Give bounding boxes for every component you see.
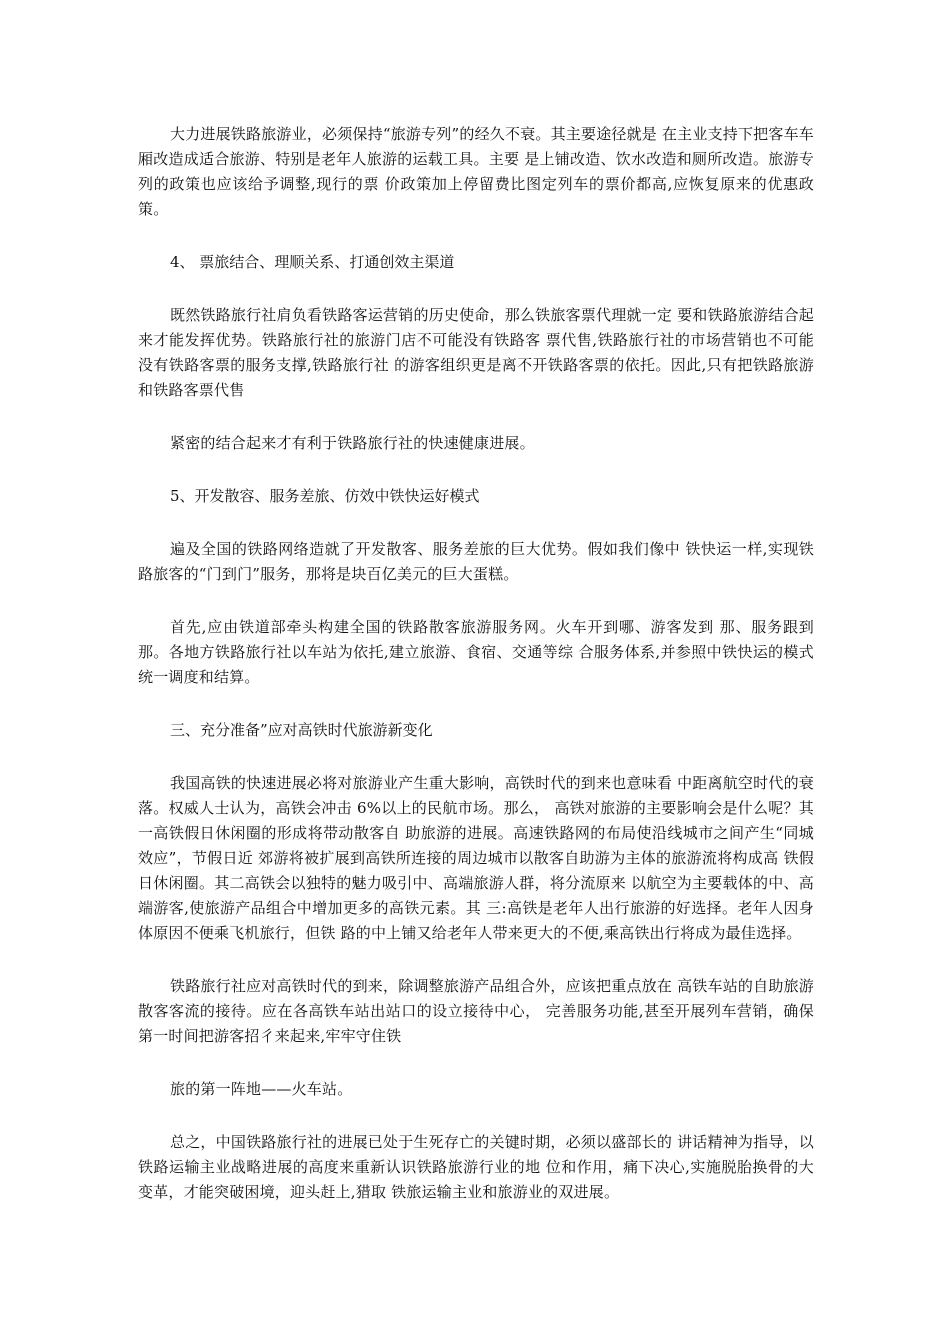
section-heading-4: 4、 票旅结合、理顺关系、打通创效主渠道 (170, 253, 455, 271)
document-body (138, 122, 814, 1205)
paragraph-network-advantage: 遍及全国的铁路网络造就了开发散客、服务差旅的巨大优势。假如我们像中 铁快运一样,实现铁路旅客的“门到门”服务，那将是块百亿美元的巨大蛋糕。 (138, 540, 814, 583)
paragraph-service-network: 首先,应由铁道部牵头构建全国的铁路散客旅游服务网。火车开到哪、游客发到 那、服务跟到那。各地方铁路旅行社以车站为依托,建立旅游、食宿、交通等综 合服务体系,并参照中铁快运的模式统一调度和结算。 (138, 618, 814, 686)
paragraph-ticket-tourism: 既然铁路旅行社肩负看铁路客运营销的历史使命，那么铁旅客票代理就一定 要和铁路旅游结合起来才能发挥优势。铁路旅行社的旅游门店不可能没有铁路客 票代售,铁路旅行社的市场营销也不可能没有铁路客票的服务支撑,铁路旅行社 的游客组织更是离不开铁路客票的依托。因此,只有把铁路旅游和铁路客票代售 (138, 306, 814, 399)
section-heading-3: 三、充分准备”应对高铁时代旅游新变化 (170, 721, 433, 739)
section-heading-5: 5、开发散容、服务差旅、仿效中铁快运好模式 (170, 487, 480, 505)
paragraph-station-reception: 铁路旅行社应对高铁时代的到来，除调整旅游产品组合外，应该把重点放在 高铁车站的自助旅游散客客流的接待。应在各高铁车站出站口的设立接待中心， 完善服务功能,甚至开展列车营销，确保第一时间把游客招彳来起来,牢牢守住铁 (138, 977, 814, 1045)
paragraph-tourist-train: 大力进展铁路旅游业，必须保持“旅游专列”的经久不衰。其主要途径就是 在主业支持下把客车车厢改造成适合旅游、特别是老年人旅游的运载工具。主要 是上铺改造、饮水改造和厕所改造。旅游专列的政策也应该给予调整,现行的票 价政策加上停留费比图定列车的票价都高,应恢复原来的优惠政策。 (138, 125, 814, 218)
paragraph-first-front: 旅的第一阵地——火车站。 (170, 1080, 353, 1098)
paragraph-high-speed-rail: 我国高铁的快速进展必将对旅游业产生重大影响，高铁时代的到来也意味看 中距离航空时代的衰落。权威人士认为，高铁会冲击 6%以上的民航市场。那么， 高铁对旅游的主要影响会是什么呢？其一高铁假日休闲圈的形成将带动散客自 助旅游的进展。高速铁路网的布局使沿线城市之间产生“同城效应”，节假日近 郊游将被扩展到高铁所连接的周边城市以散客自助游为主体的旅游流将构成高 铁假日休闲圈。其二高铁会以独特的魅力吸引中、高端旅游人群，将分流原来 以航空为主要载体的中、高端游客,使旅游产品组合中增加更多的高铁元素。其 三:高铁是老年人出行旅游的好选择。老年人因身体原因不便乘飞机旅行，但铁 路的中上铺又给老年人带来更大的不便,乘高铁出行将成为最佳选择。 (138, 774, 814, 942)
paragraph-conclusion: 总之，中国铁路旅行社的进展已处于生死存亡的关键时期，必须以盛部长的 讲话精神为指导，以铁路运输主业战略进展的高度来重新认识铁路旅游行业的地 位和作用，痛下决心,实施脱胎换骨的大变革，才能突破困境，迎头赶上,猎取 铁旅运输主业和旅游业的双进展。 (138, 1133, 814, 1201)
paragraph-close-combination: 紧密的结合起来才有利于铁路旅行社的快速健康进展。 (170, 434, 535, 452)
